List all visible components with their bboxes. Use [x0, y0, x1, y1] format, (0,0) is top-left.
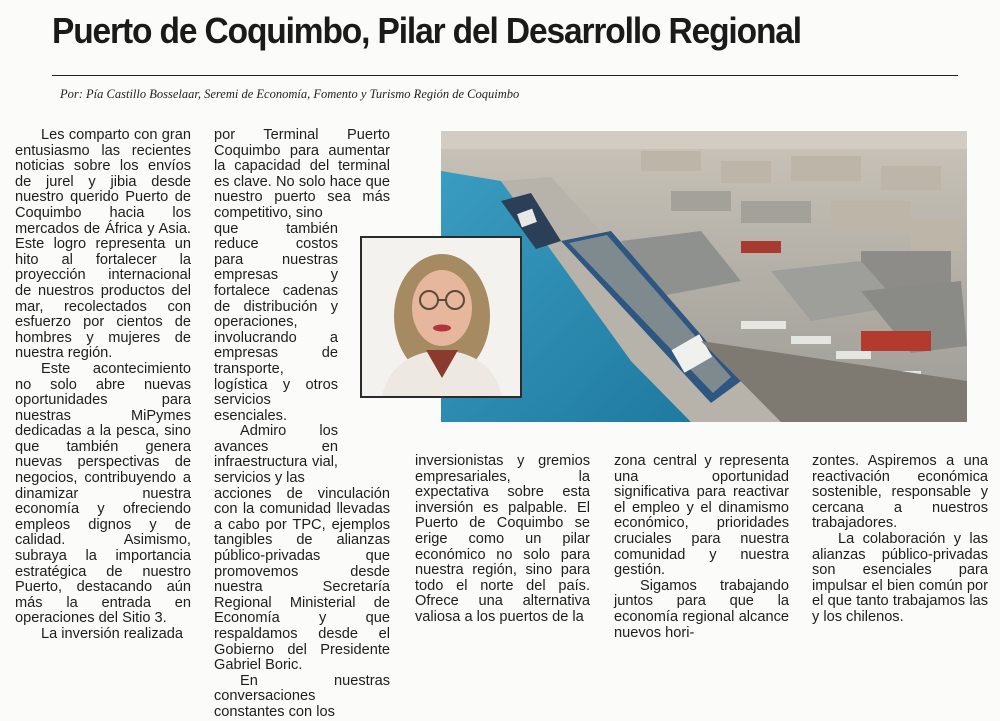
paragraph: zontes. Aspiremos a una reactivación económica sostenible, responsable y cercana a nuestros trabajadores. [812, 453, 988, 532]
column-2 [214, 128, 390, 721]
byline: Por: Pía Castillo Bosselaar, Seremi de Economía, Fomento y Turismo Región de Coquimbo [60, 87, 520, 101]
paragraph: La inversión realizada [41, 626, 183, 642]
headline: Puerto de Coquimbo, Pilar del Desarrollo Regional [52, 10, 801, 51]
paragraph: zona central y representa una oportunidad significativa para reactivar el empleo y el dinamismo económico, prioridades cruciales para nuestra comunidad y nuestra gestión. [614, 453, 789, 579]
paragraph: En nuestras conversaciones constantes con los [214, 672, 390, 720]
paragraph: que también reduce costos para nuestras empresas y fortalece cadenas de distribución y operaciones, involucrando a empresas de transporte, logística y otros servicios esenciales. [214, 220, 338, 424]
paragraph: Sigamos trabajando juntos para que la economía regional alcance nuevos hori- [614, 577, 789, 641]
headline-divider [52, 75, 958, 76]
paragraph: Admiro los avances en infraestructura vial, servicios y las [214, 423, 338, 487]
paragraph: inversionistas y gremios empresariales, la expectativa sobre esta inversión es palpable. El Puerto de Coquimbo se erige como un pilar económico no solo para nuestra región, sino para todo el norte del país. Ofrece una alternativa valiosa a los puertos de la [415, 453, 590, 625]
column-5 [812, 454, 988, 626]
paragraph: acciones de vinculación con la comunidad llevadas a cabo por TPC, ejemplos tangibles de alianzas público-privadas que promovemos desde nuestra Secretaría Regional Ministerial de Economía y que respaldamos desde el Gobierno del Presidente Gabriel Boric. [214, 485, 390, 674]
paragraph: por Terminal Puerto Coquimbo para aumentar la capacidad del terminal es clave. No solo hace que nuestro puerto sea más competitivo, sino [214, 127, 390, 221]
paragraph: La colaboración y las alianzas público-privadas son esenciales para impulsar el bien común por el que tanto trabajamos las y los chilenos. [812, 530, 988, 625]
paragraph: Les comparto con gran entusiasmo las recientes noticias sobre los envíos de jurel y jibia desde nuestro querido Puerto de Coquimbo hacia los mercados de África y Asia. Este logro representa un hito al fortalecer la proyección internacional de nuestros productos del mar, recolectados con esfuerzo por cientos de hombres y mujeres de nuestra región. [15, 127, 191, 362]
column-3 [415, 454, 590, 626]
author-portrait [360, 236, 522, 398]
paragraph: Este acontecimiento no solo abre nuevas oportunidades para nuestras MiPymes dedicadas a la pesca, sino que también genera nuevas perspectivas de negocios, contribuyendo a dinamizar nuestra economía y ofreciendo empleos dignos y de calidad. Asimismo, subraya la importancia estratégica de nuestro Puerto, destacando aún más la entrada en operaciones del Sitio 3. [15, 360, 191, 627]
column-4 [614, 454, 789, 641]
column-1 [15, 128, 191, 643]
